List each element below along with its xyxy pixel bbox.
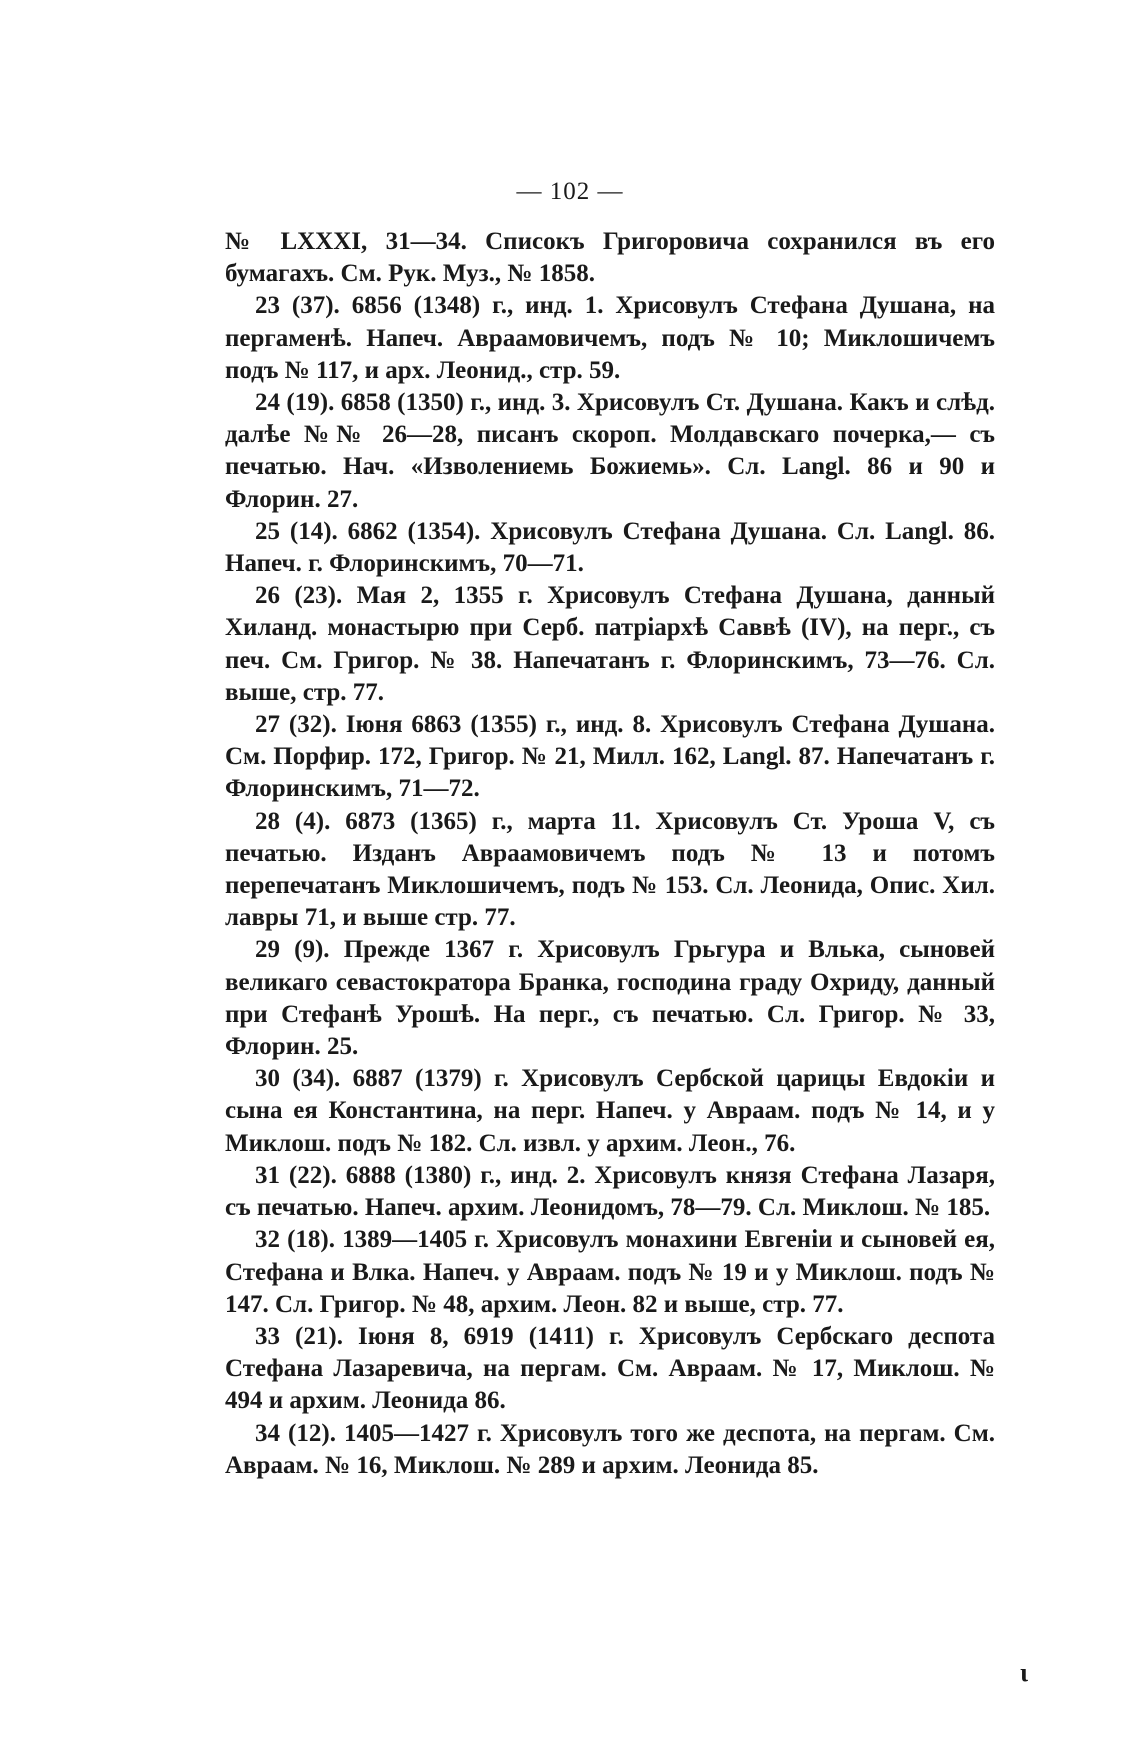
- margin-mark: ι: [1020, 1658, 1029, 1687]
- entry-27: 27 (32). Іюня 6863 (1355) г., инд. 8. Хрисовулъ Стефана Душана. См. Порфир. 172, Григор. № 21, Милл. 162, Langl. 87. Напечатанъ г. Флоринскимъ, 71—72.: [225, 711, 995, 803]
- entry-28: 28 (4). 6873 (1365) г., марта 11. Хрисовулъ Ст. Уроша V, съ печатью. Изданъ Авраамовичемъ подъ № 13 и потомъ перепечатанъ Миклошичемъ, подъ № 153. Сл. Леонида, Опис. Хил. лавры 71, и выше стр. 77.: [225, 807, 995, 932]
- catalog-entries: [225, 226, 995, 1482]
- paragraph-continuation: № LXXXI, 31—34. Списокъ Григоровича сохранился въ его бумагахъ. См. Рук. Муз., № 1858.: [225, 228, 995, 288]
- entry-33: 33 (21). Іюня 8, 6919 (1411) г. Хрисовулъ Сербскаго деспота Стефана Лазаревича, на пергам. См. Авраам. № 17, Миклош. № 494 и архим. Леонида 86.: [225, 1322, 995, 1415]
- entry-34: 34 (12). 1405—1427 г. Хрисовулъ того же деспота, на пергам. См. Авраам. № 16, Миклош. № 289 и архим. Леонида 85.: [225, 1419, 995, 1479]
- page-number: — 102 —: [516, 178, 624, 205]
- entry-31: 31 (22). 6888 (1380) г., инд. 2. Хрисовулъ князя Стефана Лазаря, съ печатью. Напеч. архим. Леонидомъ, 78—79. Сл. Миклош. № 185.: [225, 1161, 995, 1222]
- entry-30: 30 (34). 6887 (1379) г. Хрисовулъ Сербской царицы Евдокіи и сына ея Константина, на перг. Напеч. у Авраам. подъ № 14, и у Миклош. подъ № 182. Сл. извл. у архим. Леон., 76.: [225, 1065, 995, 1157]
- entry-24: 24 (19). 6858 (1350) г., инд. 3. Хрисовулъ Ст. Душана. Какъ и слѣд. далѣе №№ 26—28, писанъ скороп. Молдавскаго почерка,— съ печатью. Нач. «Изволениемь Божиемь». Сл. Langl. 86 и 90 и Флорин. 27.: [225, 389, 995, 513]
- entry-26: 26 (23). Мая 2, 1355 г. Хрисовулъ Стефана Душана, данный Хиланд. монастырю при Серб. патріархѣ Саввѣ (IV), на перг., съ печ. См. Григор. № 38. Напечатанъ г. Флоринскимъ, 73—76. Сл. выше, стр. 77.: [225, 582, 995, 706]
- entry-25: 25 (14). 6862 (1354). Хрисовулъ Стефана Душана. Сл. Langl. 86. Напеч. г. Флоринскимъ, 70—71.: [225, 517, 995, 578]
- entry-29: 29 (9). Прежде 1367 г. Хрисовулъ Грьгура и Влька, сыновей великаго севастократора Бранка, господина граду Охриду, данный при Стефанѣ Урошѣ. На перг., съ печатью. Сл. Григор. № 33, Флорин. 25.: [225, 936, 995, 1061]
- entry-23: 23 (37). 6856 (1348) г., инд. 1. Хрисовулъ Стефана Душана, на пергаменѣ. Напеч. Авраамовичемъ, подъ № 10; Миклошичемъ подъ № 117, и арх. Леонид., стр. 59.: [225, 292, 995, 384]
- entry-32: 32 (18). 1389—1405 г. Хрисовулъ монахини Евгеніи и сыновей ея, Стефана и Влка. Напеч. у Авраам. подъ № 19 и у Миклош. подъ № 147. Сл. Григор. № 48, архим. Леон. 82 и выше, стр. 77.: [225, 1226, 995, 1318]
